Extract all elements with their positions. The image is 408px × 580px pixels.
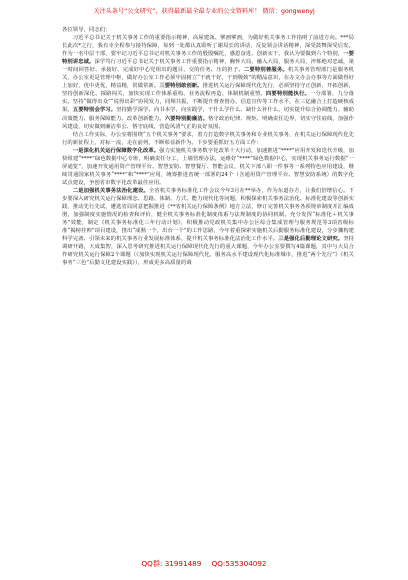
text-run: 一分部署，九分落实。坚持“做得出众”“说得出彩”协同发力，同频共振，不断提升督查督办、信息宣传等工作水平，在三亿融合上打造硬核成果。 <box>62 91 354 114</box>
text-run: 坚持调研开路，大成集智，深入思考研究推进机关运行保障现代化先行的重大课题，今年办公室要撰写4篇课题，其中与大员合作研究机关运行保障2个课题（《加快实现机关运行保障现代化，服务高水平建设现代化标准城市，推进“两个先行”》《机关事务“三色”后勤文化建设实践》），形成更多高质量的调 <box>62 236 354 267</box>
text-run: 深学笃行习近平总书记关于机关事务工作重要指示精神，胸怀大局，融入大局，服务大局，淬炼绝对忠诚，第一时间回答好、承接好、完成好中心党组出的题目，交的任务、压的担子。 <box>62 59 354 74</box>
text-run: 推进机关运行保障现代化先行，必须坚持守正创新，开拓创新，坚持创新深化、探路闯关，加快实现工作体系重构、业务流程再造、体制机制重塑。 <box>62 83 354 98</box>
promo-banner: 关注头条号“公文研究”，获得最新最全最专业的公文资料库！ 微信：gongwenyj <box>93 8 315 15</box>
paragraph <box>62 147 354 187</box>
bold-heading-run: 二是加强机关事务法治化建设。 <box>72 187 149 194</box>
bold-heading-run: 四要特别能执行。 <box>265 91 311 98</box>
paragraph <box>62 187 354 267</box>
text-run: 结合工作实际，办公室将围绕“五个机关事务”要求，着力打造数字机关事务和专业机关事务，在机关运行保障现代化先行的新征程上，对标一流，走在前列，不断彰显新作为。下步要重抓好五方面工作： <box>62 131 354 146</box>
bold-heading-run: 一要特别讲忠诚。 <box>62 51 354 66</box>
text-run: 坚持勤学深学、向书本学、向实践学，干什么学什么、缺什么补什么，切实提升综合协调能力、辅助决策能力、服务保障能力、改革创新能力。 <box>62 107 354 122</box>
text-run: 强力实施机关事务数字化改革十大行动，加速推进“****”应用开发和迭代升级，加快组建“****”绿色数据中心专班，明确责任分工，上墙管理办法，运维好“****”绿色数据中心，实现机关事务运行数据“一屏通览”，加速开发通用资产管理平台、智慧安防、智慧餐厅、智能会议，机关下部八职一件事等一系列特色应用建设，继续贯通国家机关事务“****”和“****”应用，统筹推进省统一部署的24个（含通用资产管理平台、智慧安防系统）的数字化试点建设，争创省市数字化改革最佳应用。 <box>62 147 354 186</box>
text-run: 习近平总书记关于机关事务工作的重要指示精神，高屋建瓴、擘画擘画，为做好机关事务工作指明了前进方向。***局长此次*之行，我有幸全程参与接待保障，每到一处都认真聆听了谢局长的讲话，反复领会讲话精神，深受鼓舞深受启发。作为一名中层干部，要牢记习近平总书记对机关事务工作的殷殷嘱托，感恩奋进、创新实干，我认为要做到六个特别， <box>62 35 354 58</box>
greeting: 各位领导，同志们： <box>62 27 111 33</box>
bold-heading-run: 二要特别善服务。 <box>243 67 288 74</box>
qq-group-text: QQ群: 31991489 <box>141 559 202 568</box>
bold-heading-run: 五要特别会学习。 <box>72 107 117 114</box>
bold-heading-run: 三要特别敢创新。 <box>159 83 203 90</box>
text-run: 全省机关事务标准化工作会议今年3月在**举办，作为东道办方，让我们倍增信心。下步要深入研究机关运行保障理念、思路、体制、方式、能力现代化等问题，积极探索机关事务法治化、标准化建设等创新实践，推动先行先试，遴选省局同意把握推进《**省机关运行保障条例》地方立法，修订完善机关事务各项规章制度并汇编成册，加强制度实施情况的检查和评价，健全机关事务标准化制度体系与法规制度的协同机制。充分发挥“标准化＋机关事务”效能，制定《机关事务标准化三年行动计划》，积极推动党政机关集中办公区综合集成管理与服务规范等3项省级标准“揭榜挂帅”项目建设，推出“成熟一个，出台一个”的工作思路，今年着重探索实施机关后勤服务标准化建设，分步骤构建科学完备、引领未来的机关事务行业发展标准体系，提升机关事务标准化法治化工作水平。 <box>62 187 354 243</box>
text-run: 恪守政治纪律、规矩、明确责任边界，切实守住底线，加强作风建设，切实做到廉洁奉公、恪守底线，营造风清气正的良好氛围。 <box>62 115 354 130</box>
text-run: 机关事务管理部门是服务机关，办公室更是管理中枢，做好办公室工作必须牢固树立“干就干好，干到极致”的精品意识，在办文办会办事等方面做得好上加好，优中更优，精益精，常做常新。 <box>62 67 354 90</box>
document-body <box>62 26 354 267</box>
bold-heading-run: 六要特别勤廉洁。 <box>164 115 209 122</box>
paragraph <box>62 131 354 147</box>
paragraph <box>62 34 354 131</box>
bold-heading-run: 三是强化后勤理论文研究。 <box>278 236 344 243</box>
qq-text: QQ:535304092 <box>211 559 267 568</box>
bold-heading-run: 一是深化机关运行保障数字化改革。 <box>72 147 160 154</box>
footer-contact <box>0 559 408 569</box>
